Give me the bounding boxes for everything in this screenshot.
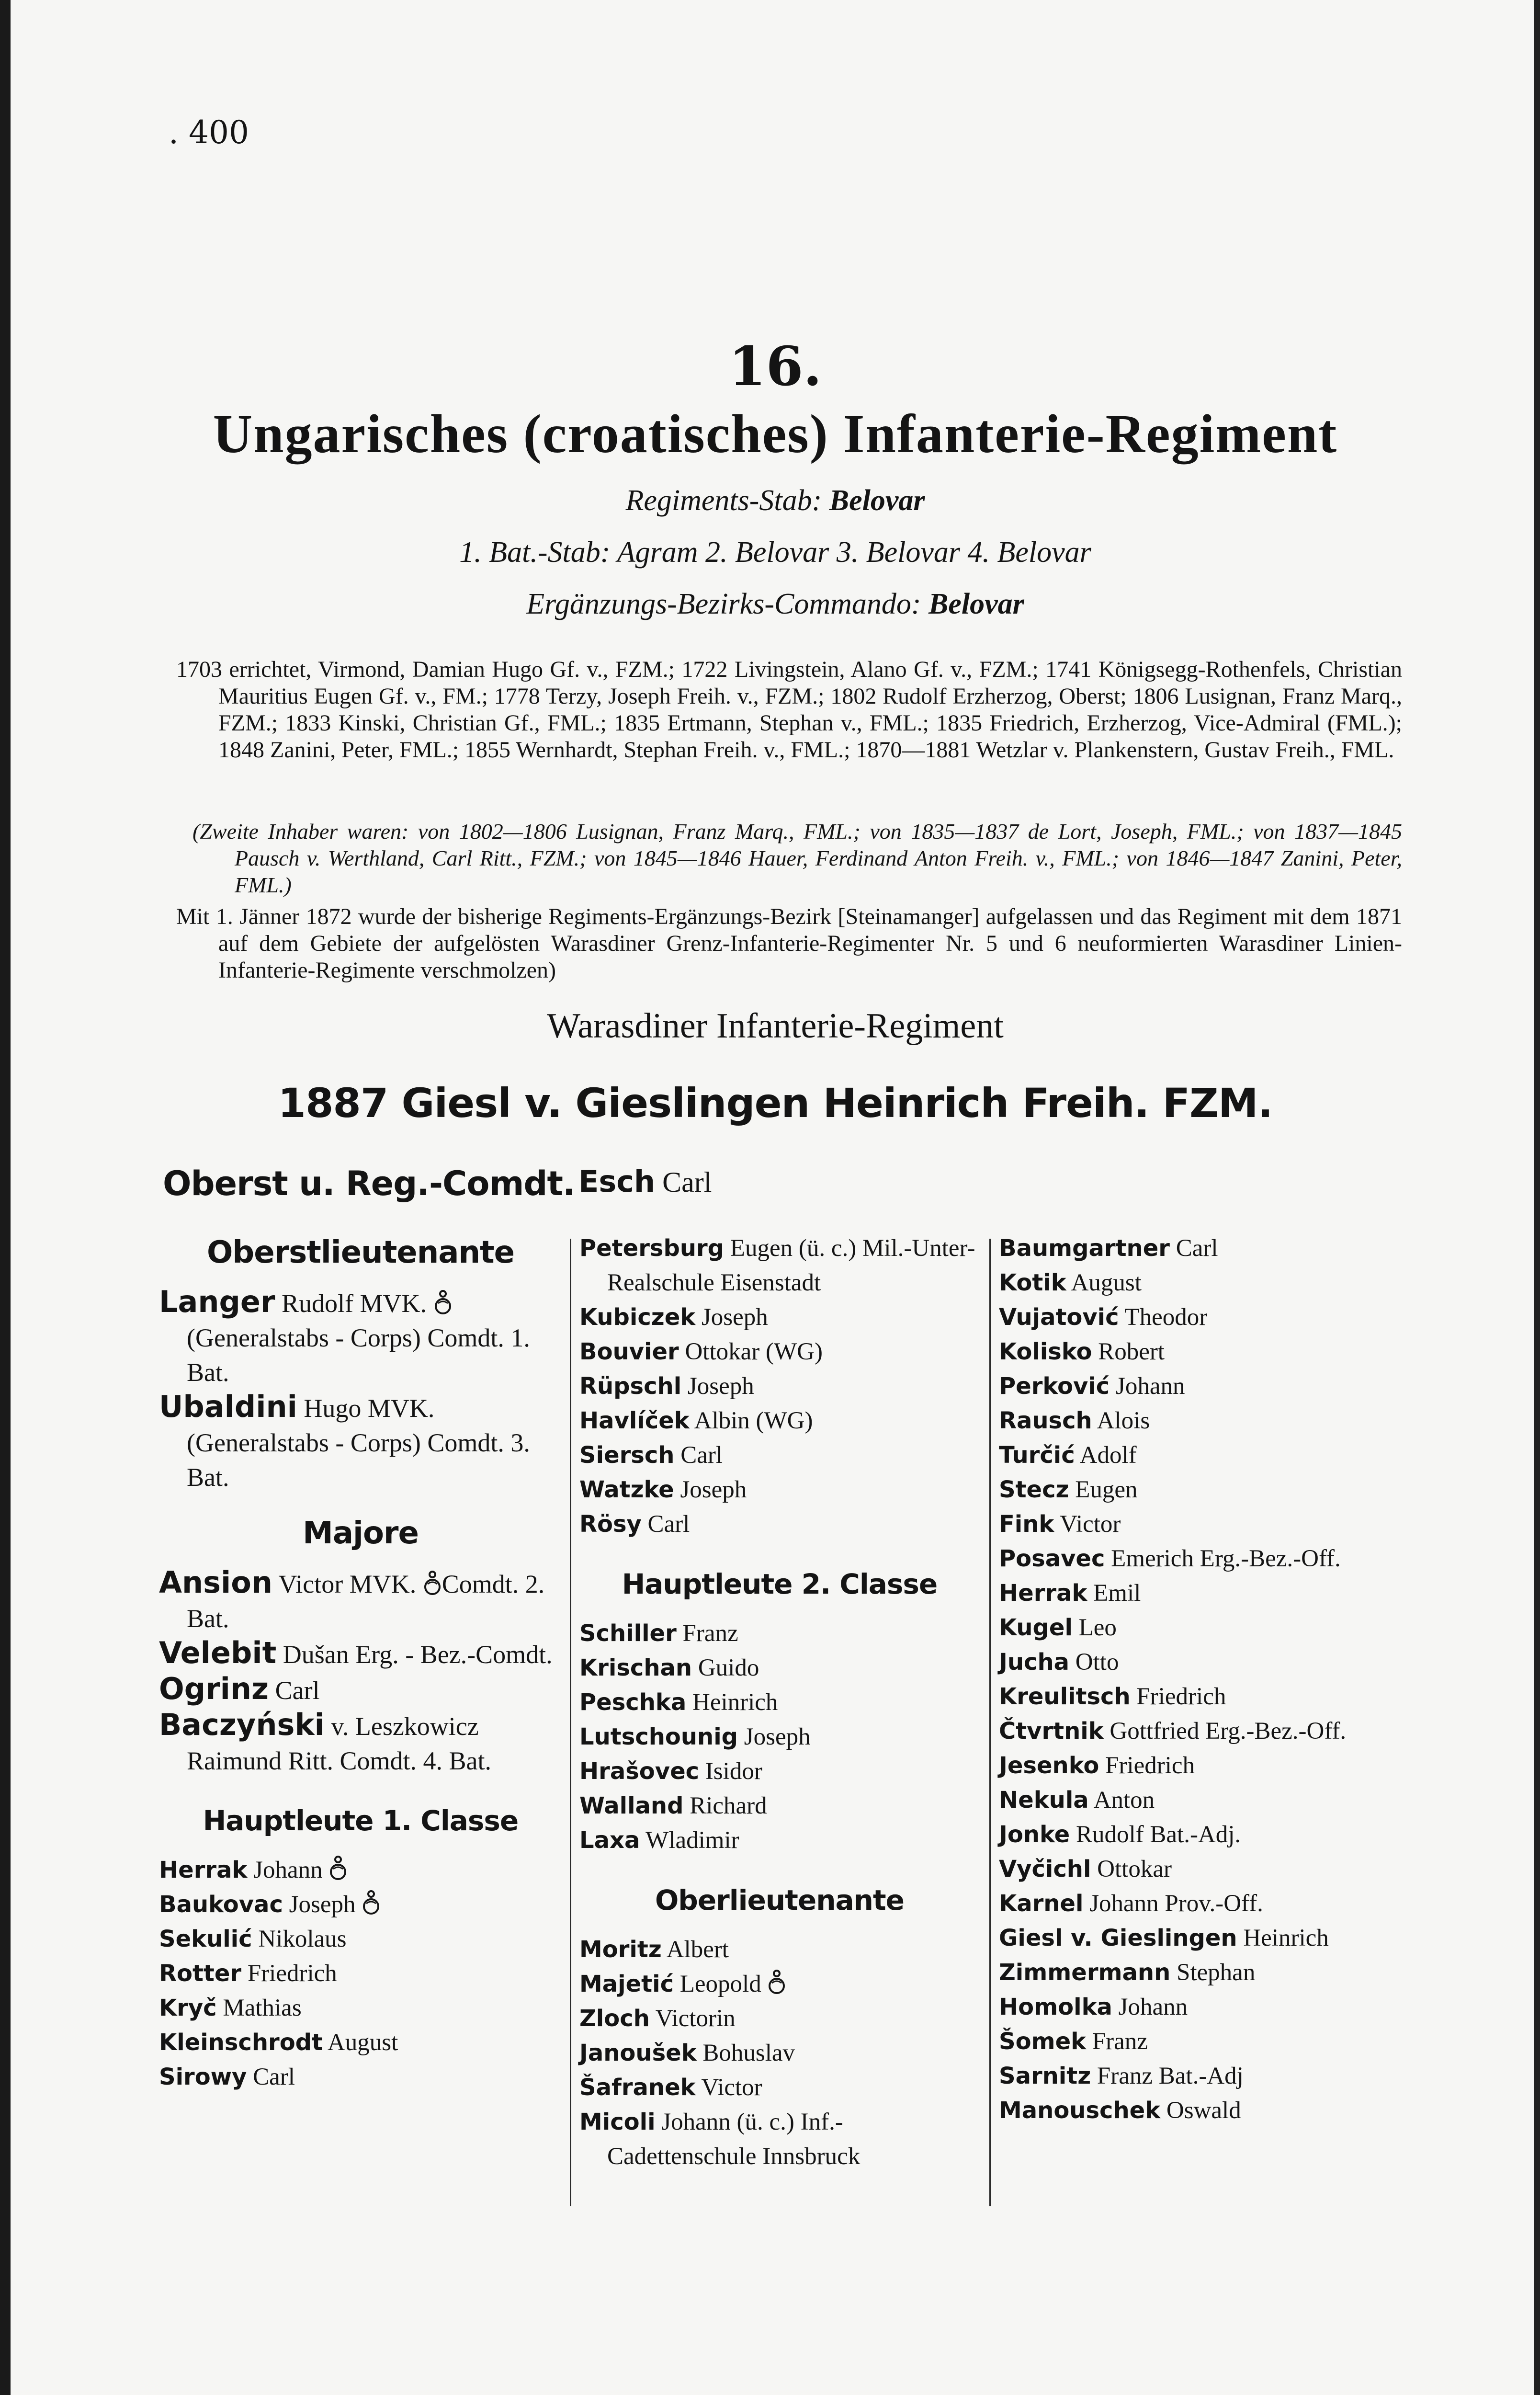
officer-entry bbox=[159, 1636, 562, 1672]
officer-surname: Rösy bbox=[579, 1511, 642, 1538]
officer-surname: Majetić bbox=[579, 1971, 674, 1997]
officer-entry bbox=[999, 2093, 1406, 2128]
officer-surname: Perković bbox=[999, 1373, 1110, 1400]
officer-entry bbox=[159, 1853, 562, 1887]
officer-surname: Kolisko bbox=[999, 1338, 1092, 1365]
oberst-surname: Esch bbox=[578, 1164, 656, 1199]
officer-entry bbox=[579, 1789, 980, 1823]
officer-entry bbox=[999, 1334, 1406, 1369]
officer-entry bbox=[999, 1507, 1406, 1541]
officer-details: Eugen bbox=[1075, 1476, 1138, 1503]
officer-details: Carl bbox=[680, 1442, 723, 1469]
officer-surname: Šomek bbox=[999, 2028, 1087, 2055]
officer-entry bbox=[999, 1817, 1406, 1852]
officer-surname: Rotter bbox=[159, 1960, 242, 1987]
officer-entry bbox=[159, 2025, 562, 2060]
officer-surname: Turčić bbox=[999, 1442, 1075, 1469]
column-divider-1 bbox=[570, 1239, 571, 2206]
officer-details: Otto bbox=[1075, 1649, 1119, 1676]
officer-details: Robert bbox=[1098, 1338, 1165, 1365]
second-owners-paragraph bbox=[192, 818, 1402, 899]
officer-entry bbox=[579, 1438, 980, 1472]
officer-surname: Moritz bbox=[579, 1936, 662, 1963]
officer-details: Friedrich bbox=[1105, 1752, 1195, 1779]
officer-surname: Herrak bbox=[999, 1580, 1087, 1607]
officer-details: Leo bbox=[1078, 1614, 1117, 1641]
officer-entry bbox=[579, 2001, 980, 2036]
raised-regiment-name: Warasdiner Infanterie-Regiment bbox=[547, 1006, 1004, 1046]
officer-surname: Šafranek bbox=[579, 2074, 696, 2101]
history-text: 1703 errichtet, Virmond, Damian Hugo Gf. v., FZM.; 1722 Livingstein, Alano Gf. v., FZM.; 1741 Königsegg-Rothenfels, Christian Mauritius Eugen Gf. v., FM.; 1778 Terzy, Joseph Freih. v., FZM.; 1802 Rudolf Erzherzog, Oberst; 1806 Lusignan, Franz Marq., FZM.; 1833 Kinski, Christian Gf., FML.; 1835 Ertmann, Stephan v., FML.; 1835 Friedrich, Erzherzog, Vice-Admiral (FML.); 1848 Zanini, Peter, FML.; 1855 Wernhardt, Stephan Freih. v., FML.; 1870—1881 Wetzlar v. Plankenstern, Gustav Freih., FML. bbox=[176, 657, 1402, 763]
officer-surname: Rausch bbox=[999, 1407, 1092, 1434]
officer-surname: Homolka bbox=[999, 1994, 1112, 2020]
officer-entry bbox=[999, 1955, 1406, 1990]
officer-surname: Bouvier bbox=[579, 1338, 679, 1365]
officer-entry bbox=[579, 2036, 980, 2070]
officer-details-cont: (Generalstabs - Corps) Comdt. 1. Bat. bbox=[187, 1323, 530, 1387]
erg-bezirk-line bbox=[11, 587, 1540, 621]
officer-entry bbox=[159, 1922, 562, 1956]
officer-details: Johann bbox=[253, 1857, 329, 1883]
officer-surname: Vyčichl bbox=[999, 1856, 1091, 1882]
officer-details: Joseph bbox=[744, 1723, 811, 1750]
officer-entry bbox=[999, 1645, 1406, 1679]
officer-entry bbox=[999, 1610, 1406, 1645]
officer-surname: Peschka bbox=[579, 1689, 687, 1716]
oberstlieutenante-heading: Oberstlieutenante bbox=[206, 1235, 515, 1270]
majore-heading: Majore bbox=[303, 1516, 419, 1551]
officer-surname: Hrašovec bbox=[579, 1758, 700, 1785]
officer-surname: Karnel bbox=[999, 1890, 1084, 1917]
officer-surname: Ogrinz bbox=[159, 1671, 269, 1706]
officer-entry bbox=[579, 1616, 980, 1651]
officer-column-1 bbox=[159, 1231, 562, 2094]
oberlieutenante-heading: Oberlieutenante bbox=[655, 1884, 904, 1916]
officer-entry bbox=[579, 1932, 980, 1967]
officer-entry bbox=[159, 1956, 562, 1991]
hauptleute1-list bbox=[159, 1853, 562, 2094]
officer-entry bbox=[999, 1852, 1406, 1886]
hauptleute1-heading: Hauptleute 1. Classe bbox=[203, 1804, 519, 1837]
officer-surname: Posavec bbox=[999, 1545, 1105, 1572]
officer-entry bbox=[999, 1300, 1406, 1334]
officer-surname: Kryč bbox=[159, 1995, 217, 2021]
officer-surname: Jonke bbox=[999, 1821, 1070, 1848]
officer-surname: Petersburg bbox=[579, 1235, 725, 1262]
military-merit-cross-icon bbox=[767, 1969, 786, 1996]
officer-surname: Jucha bbox=[999, 1649, 1070, 1676]
officer-entry bbox=[999, 1886, 1406, 1921]
officer-details: Guido bbox=[698, 1654, 759, 1681]
officer-entry bbox=[999, 1714, 1406, 1748]
military-merit-cross-icon bbox=[433, 1289, 453, 1316]
officer-details: Oswald bbox=[1166, 2097, 1241, 2124]
officer-details: Richard bbox=[690, 1792, 767, 1819]
military-merit-cross-icon bbox=[328, 1855, 348, 1882]
officer-details: Joseph bbox=[701, 1304, 768, 1331]
officer-surname: Herrak bbox=[159, 1857, 248, 1883]
officer-details: Johann (ü. c.) Inf.-Cadettenschule Innsbruck bbox=[607, 2109, 861, 2170]
regiments-stab-label: Regiments-Stab: bbox=[625, 484, 822, 517]
officer-surname: Lutschounig bbox=[579, 1723, 738, 1750]
officer-surname: Kubiczek bbox=[579, 1304, 696, 1331]
officer-surname: Ubaldini bbox=[159, 1389, 297, 1424]
note-paragraph bbox=[176, 903, 1402, 984]
officer-entry bbox=[999, 1438, 1406, 1472]
officer-entry bbox=[579, 1300, 980, 1334]
majore-list bbox=[159, 1565, 562, 1778]
officer-entry bbox=[159, 1991, 562, 2025]
officer-entry bbox=[159, 1672, 562, 1708]
bat-stab-line: 1. Bat.-Stab: Agram 2. Belovar 3. Belovar 4. Belovar bbox=[459, 536, 1091, 569]
oberst-firstname: Carl bbox=[662, 1166, 712, 1198]
oberst-name bbox=[578, 1164, 712, 1199]
officer-details: Ottokar bbox=[1097, 1856, 1172, 1882]
officer-surname: Siersch bbox=[579, 1442, 675, 1469]
officer-details: Johann bbox=[1118, 1994, 1188, 2020]
officer-surname: Stecz bbox=[999, 1476, 1069, 1503]
regiment-commander: 1887 Giesl v. Gieslingen Heinrich Freih. FZM. bbox=[278, 1080, 1273, 1127]
officer-entry bbox=[159, 1285, 562, 1390]
officer-details: Joseph bbox=[687, 1373, 754, 1400]
officer-entry bbox=[579, 1403, 980, 1438]
scan-edge bbox=[1534, 0, 1540, 2395]
officer-details: Albin (WG) bbox=[694, 1407, 813, 1434]
officer-entry bbox=[579, 1369, 980, 1403]
officer-details: Nikolaus bbox=[258, 1926, 347, 1952]
officer-details: Franz bbox=[1092, 2028, 1148, 2055]
officer-surname: Vujatović bbox=[999, 1304, 1119, 1331]
officer-surname: Schiller bbox=[579, 1620, 677, 1647]
officer-details: Johann bbox=[1115, 1373, 1185, 1400]
officer-details: Joseph bbox=[289, 1891, 362, 1918]
military-merit-cross-icon bbox=[362, 1889, 381, 1916]
officer-details: Friedrich bbox=[1136, 1683, 1226, 1710]
officer-entry bbox=[999, 1266, 1406, 1300]
officer-details: Anton bbox=[1093, 1787, 1155, 1813]
regiment-title: Ungarisches (croatisches) Infanterie-Regiment bbox=[213, 403, 1338, 464]
officer-entry bbox=[999, 1679, 1406, 1714]
officer-details: Rudolf Bat.-Adj. bbox=[1076, 1821, 1241, 1848]
officer-surname: Kugel bbox=[999, 1614, 1073, 1641]
officer-details: Adolf bbox=[1079, 1442, 1137, 1469]
officer-surname: Fink bbox=[999, 1511, 1054, 1538]
officer-surname: Velebit bbox=[159, 1635, 277, 1670]
document-page bbox=[11, 0, 1540, 2395]
officer-details: Ottokar (WG) bbox=[685, 1338, 823, 1365]
oberstlieutenante-list bbox=[159, 1285, 562, 1494]
officer-details: August bbox=[1071, 1269, 1142, 1296]
hauptleute2-heading: Hauptleute 2. Classe bbox=[622, 1568, 938, 1600]
officer-surname: Janoušek bbox=[579, 2040, 697, 2066]
officer-surname: Langer bbox=[159, 1284, 275, 1319]
officer-details: Carl bbox=[253, 2064, 295, 2090]
officer-entry bbox=[579, 2105, 980, 2174]
officer-surname: Manouschek bbox=[999, 2097, 1161, 2124]
officer-surname: Krischan bbox=[579, 1654, 692, 1681]
officer-surname: Sarnitz bbox=[999, 2063, 1091, 2089]
officer-entry bbox=[159, 2060, 562, 2094]
officer-entry bbox=[579, 1685, 980, 1720]
officer-details: v. Leszkowicz Raimund Ritt. Comdt. 4. Bat. bbox=[187, 1712, 492, 1775]
oberlieutenante-continued-list bbox=[999, 1231, 1406, 2128]
officer-details: Bohuslav bbox=[702, 2040, 795, 2066]
officer-surname: Micoli bbox=[579, 2109, 656, 2135]
officer-surname: Baczyński bbox=[159, 1707, 325, 1742]
officer-entry bbox=[999, 1921, 1406, 1955]
officer-surname: Kreulitsch bbox=[999, 1683, 1131, 1710]
regiment-number: 16. bbox=[728, 335, 822, 398]
officer-details: Victor bbox=[701, 2074, 762, 2101]
officer-surname: Jesenko bbox=[999, 1752, 1099, 1779]
officer-surname: Laxa bbox=[579, 1827, 640, 1854]
officer-surname: Giesl v. Gieslingen bbox=[999, 1925, 1237, 1951]
erg-bezirk-label: Ergänzungs-Bezirks-Commando: bbox=[526, 588, 921, 620]
officer-details: Johann Prov.-Off. bbox=[1089, 1890, 1263, 1917]
hauptleute2-list bbox=[579, 1616, 980, 1858]
officer-surname: Havlíček bbox=[579, 1407, 690, 1434]
column-divider-2 bbox=[989, 1239, 991, 2206]
officer-entry bbox=[579, 1754, 980, 1789]
officer-entry bbox=[159, 1390, 562, 1494]
officer-details: Heinrich bbox=[1243, 1925, 1329, 1951]
officer-details: Victor bbox=[1060, 1511, 1121, 1538]
officer-entry bbox=[999, 1541, 1406, 1576]
officer-entry bbox=[999, 1748, 1406, 1783]
officer-details: August bbox=[327, 2029, 398, 2056]
officer-details: Eugen (ü. c.) Mil.-Unter-Realschule Eisenstadt bbox=[607, 1235, 975, 1296]
officer-details: Theodor bbox=[1124, 1304, 1208, 1331]
officer-surname: Zimmermann bbox=[999, 1959, 1171, 1986]
note-text: Mit 1. Jänner 1872 wurde der bisherige Regiments-Ergänzungs-Bezirk [Steinamanger] aufgelassen und das Regiment mit dem 1871 auf dem Gebiete der aufgelösten Warasdiner Grenz-Infanterie-Regimenter Nr. 5 und 6 neuformierten Warasdiner Linien-Infanterie-Regimente verschmolzen) bbox=[176, 904, 1402, 983]
officer-entry bbox=[999, 1576, 1406, 1610]
officer-entry bbox=[999, 2024, 1406, 2059]
officer-entry bbox=[159, 1887, 562, 1922]
officer-column-2 bbox=[579, 1231, 980, 2174]
officer-surname: Nekula bbox=[999, 1787, 1089, 1813]
officer-details: Gottfried Erg.-Bez.-Off. bbox=[1110, 1718, 1347, 1745]
officer-surname: Zloch bbox=[579, 2005, 650, 2032]
officer-entry bbox=[999, 1231, 1406, 1266]
officer-entry bbox=[999, 1472, 1406, 1507]
page-number: . 400 bbox=[169, 114, 249, 151]
officer-entry bbox=[999, 1783, 1406, 1817]
officer-details: Victorin bbox=[655, 2005, 736, 2032]
officer-entry bbox=[579, 2070, 980, 2105]
officer-entry bbox=[999, 1403, 1406, 1438]
officer-entry bbox=[579, 1823, 980, 1858]
officer-details: Alois bbox=[1097, 1407, 1150, 1434]
officer-entry bbox=[579, 1651, 980, 1685]
officer-entry bbox=[159, 1565, 562, 1636]
oberst-label: Oberst u. Reg.-Comdt. bbox=[163, 1164, 575, 1203]
officer-details: Mathias bbox=[223, 1995, 302, 2021]
regiments-stab-value: Belovar bbox=[829, 484, 925, 517]
officer-entry bbox=[159, 1708, 562, 1778]
officer-entry bbox=[579, 1720, 980, 1754]
hauptleute1-continued-list bbox=[579, 1231, 980, 1541]
erg-bezirk-value: Belovar bbox=[929, 588, 1024, 620]
officer-surname: Ansion bbox=[159, 1565, 273, 1600]
history-paragraph bbox=[176, 656, 1402, 764]
officer-details: Wladimir bbox=[645, 1827, 739, 1854]
officer-details: Dušan Erg. - Bez.-Comdt. bbox=[283, 1640, 553, 1669]
officer-details: Albert bbox=[666, 1936, 729, 1963]
officer-details: Franz bbox=[682, 1620, 738, 1647]
military-merit-cross-icon bbox=[423, 1570, 442, 1597]
officer-surname: Sirowy bbox=[159, 2064, 247, 2090]
officer-surname: Baukovac bbox=[159, 1891, 283, 1918]
officer-entry bbox=[999, 2059, 1406, 2093]
officer-details: Hugo MVK. (Generalstabs - Corps) Comdt. 3. Bat. bbox=[187, 1394, 530, 1492]
officer-surname: Kotik bbox=[999, 1269, 1066, 1296]
officer-surname: Rüpschl bbox=[579, 1373, 682, 1400]
officer-details: Isidor bbox=[705, 1758, 762, 1785]
officer-column-3 bbox=[999, 1231, 1406, 2128]
officer-entry bbox=[579, 1472, 980, 1507]
officer-details: Rudolf MVK. bbox=[282, 1289, 433, 1318]
officer-entry bbox=[999, 1369, 1406, 1403]
regiments-stab-line bbox=[11, 484, 1540, 518]
second-owners-text: (Zweite Inhaber waren: von 1802—1806 Lusignan, Franz Marq., FML.; von 1835—1837 de Lort, Joseph, FML.; von 1837—1845 Pausch v. Werthland, Carl Ritt., FZM.; von 1845—1846 Hauer, Ferdinand Anton Freih. v., FML.; von 1846—1847 Zanini, Peter, FML.) bbox=[192, 819, 1402, 897]
officer-details: Franz Bat.-Adj bbox=[1097, 2063, 1244, 2089]
officer-details: Carl bbox=[1176, 1235, 1218, 1262]
officer-details: Heinrich bbox=[692, 1689, 778, 1716]
oberlieutenante-list bbox=[579, 1932, 980, 2174]
officer-entry bbox=[579, 1507, 980, 1541]
officer-details-cont: Comdt. 2. Bat. bbox=[187, 1570, 545, 1633]
officer-surname: Čtvrtnik bbox=[999, 1718, 1104, 1745]
officer-entry bbox=[579, 1967, 980, 2001]
officer-details: Carl bbox=[275, 1676, 320, 1705]
officer-surname: Baumgartner bbox=[999, 1235, 1170, 1262]
officer-details: Victor MVK. bbox=[278, 1570, 423, 1598]
officer-entry bbox=[999, 1990, 1406, 2024]
officer-details: Leopold bbox=[679, 1971, 768, 1997]
officer-surname: Walland bbox=[579, 1792, 684, 1819]
officer-details: Emerich Erg.-Bez.-Off. bbox=[1111, 1545, 1341, 1572]
officer-entry bbox=[579, 1334, 980, 1369]
officer-details: Carl bbox=[647, 1511, 690, 1538]
officer-surname: Sekulić bbox=[159, 1926, 252, 1952]
officer-surname: Watzke bbox=[579, 1476, 674, 1503]
officer-surname: Kleinschrodt bbox=[159, 2029, 323, 2056]
officer-entry bbox=[579, 1231, 980, 1300]
officer-details: Joseph bbox=[680, 1476, 747, 1503]
officer-details: Friedrich bbox=[247, 1960, 337, 1987]
officer-details: Stephan bbox=[1177, 1959, 1256, 1986]
officer-details: Emil bbox=[1093, 1580, 1141, 1607]
